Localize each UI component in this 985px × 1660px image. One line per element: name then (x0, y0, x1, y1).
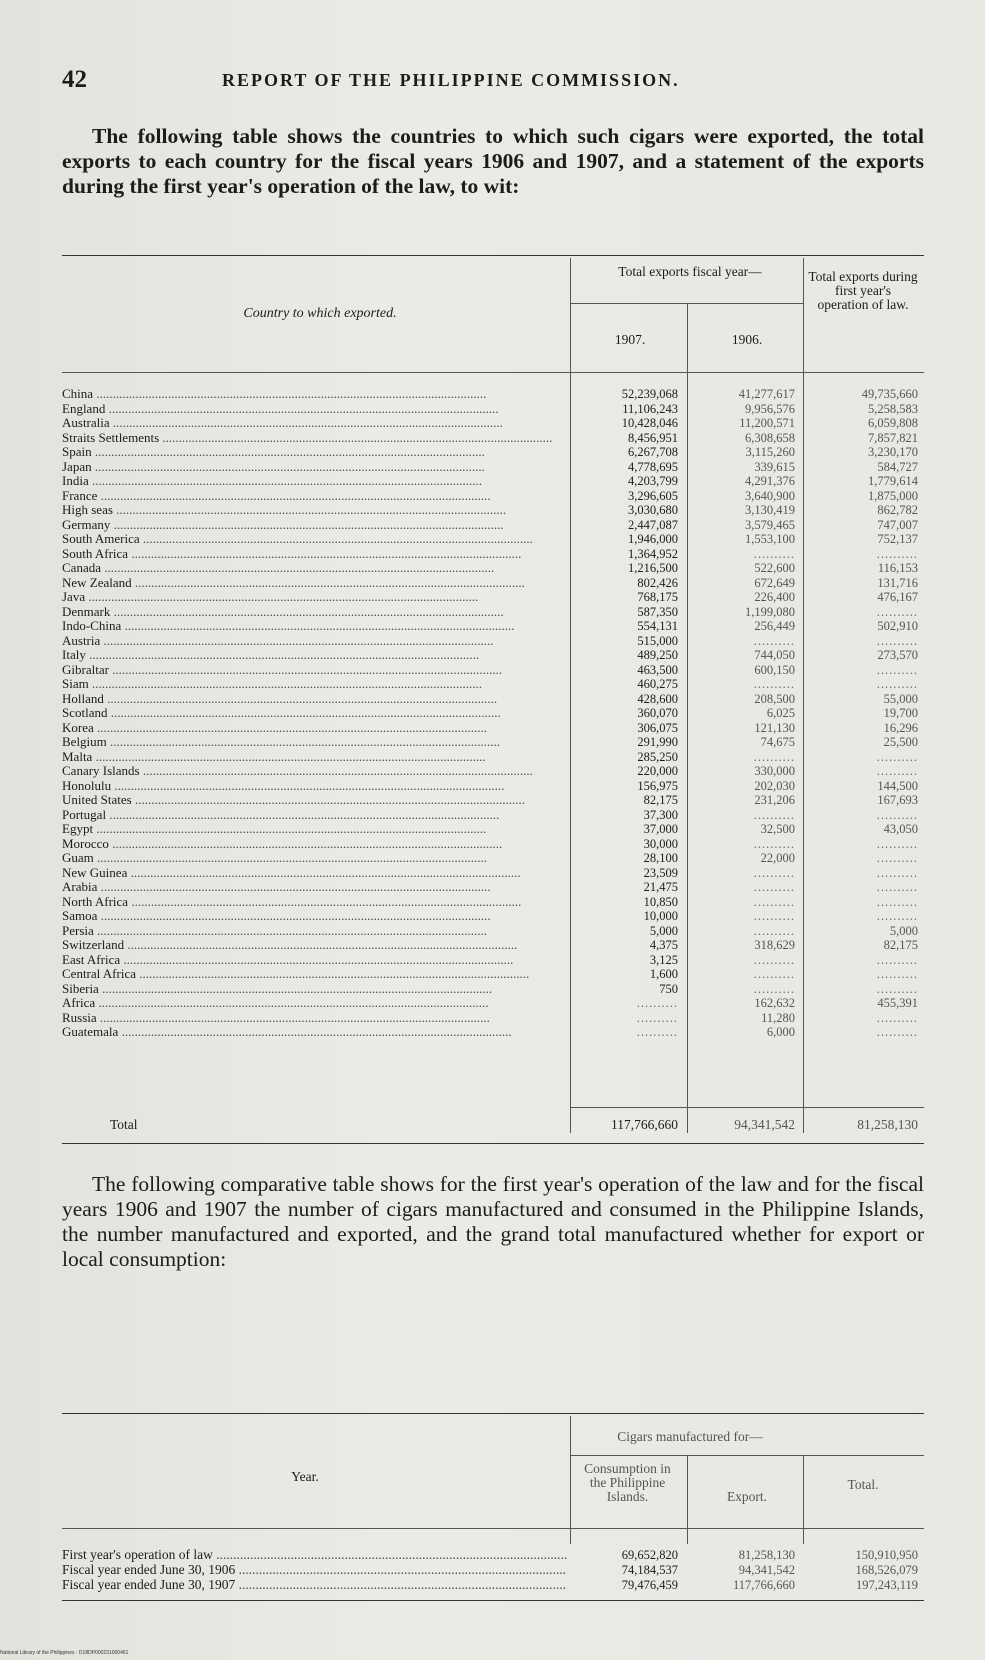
table2-bottom-rule (62, 1600, 924, 1601)
library-credit: National Library of the Philippines · D18DP000231000461 (0, 1650, 129, 1656)
country-name: Siam ..... (62, 677, 567, 692)
value-1906: 3,115,260 (745, 445, 795, 459)
value-1907: 6,267,708 (628, 445, 678, 459)
value-1906: 202,030 (754, 778, 795, 793)
value-1906: .......... (753, 677, 795, 691)
value-1907: 768,175 (637, 590, 678, 604)
table2-header-consumption: Consumption in the Philippine Islands. (584, 1461, 671, 1504)
value-first-year: 476,167 (877, 590, 918, 604)
country-name: New Guinea ..... (62, 866, 567, 881)
value-1907: 3,296,605 (628, 488, 678, 503)
country-name: Scotland ..... (62, 706, 567, 721)
country-name: Japan ..... (62, 460, 567, 475)
value-1907: .......... (636, 1010, 678, 1025)
country-name: England ..... (62, 402, 567, 417)
country-name: United States ..... (62, 793, 567, 808)
value-1907: 428,600 (637, 691, 678, 706)
country-name: Samoa ..... (62, 909, 567, 924)
value-first-year: 5,000 (889, 923, 918, 938)
value-1906: .......... (753, 952, 795, 967)
value-1906: 11,200,571 (739, 416, 795, 430)
value-1906: 4,291,376 (745, 474, 795, 488)
value-first-year: .......... (876, 865, 918, 880)
value-first-year: 6,059,808 (868, 416, 918, 430)
value-1906: 3,130,419 (745, 503, 795, 517)
table2-top-rule (62, 1413, 924, 1414)
value-1907: 2,447,087 (628, 517, 678, 532)
table2-header-total: Total. (847, 1477, 879, 1492)
country-name: Spain ..... (62, 445, 567, 460)
total-rule (570, 1107, 924, 1108)
value-1907: 52,239,068 (621, 387, 678, 401)
value-first-year: .......... (876, 749, 918, 764)
table2-total-value: 197,243,119 (855, 1578, 918, 1592)
table1-col-divider (687, 303, 688, 1133)
table2-header-rule (62, 1528, 924, 1529)
value-1906: 208,500 (754, 691, 795, 706)
total-label: Total (110, 1117, 138, 1132)
country-column (62, 387, 567, 1040)
value-1906: 744,050 (754, 648, 795, 662)
value-first-year: .......... (876, 764, 918, 778)
value-1907: .......... (636, 1025, 678, 1039)
total-1907: 117,766,660 (611, 1117, 678, 1132)
value-1906: 11,280 (761, 1010, 795, 1025)
country-name: New Zealand ..... (62, 576, 567, 591)
value-1906: .......... (753, 749, 795, 764)
value-1906: .......... (753, 865, 795, 880)
value-first-year: .......... (876, 909, 918, 923)
value-1907: 1,600 (649, 967, 678, 981)
value-1906: 74,675 (760, 735, 795, 749)
value-1907: 3,125 (649, 952, 678, 967)
value-1907: 4,375 (649, 938, 678, 952)
value-1907: 1,364,952 (628, 546, 678, 561)
value-1907: 515,000 (637, 633, 678, 648)
value-first-year: 144,500 (877, 778, 918, 793)
value-1907: 10,428,046 (621, 416, 678, 430)
header-total-exports-fiscal-year: Total exports fiscal year— (618, 264, 762, 279)
value-1906: 672,649 (754, 575, 795, 590)
country-name: Java ..... (62, 590, 567, 605)
country-name: Guam ..... (62, 851, 567, 866)
value-1906: 339,615 (754, 459, 795, 474)
value-1907: 10,850 (643, 894, 678, 909)
country-name: Persia ..... (62, 924, 567, 939)
value-1907: 489,250 (637, 648, 678, 662)
value-first-year: .......... (876, 662, 918, 677)
value-1906: 1,199,080 (745, 604, 795, 619)
country-name: Korea ..... (62, 721, 567, 736)
table2-col-divider (687, 1455, 688, 1544)
country-name: Russia ..... (62, 1011, 567, 1026)
value-first-year: 43,050 (883, 822, 918, 836)
value-1906: .......... (753, 894, 795, 909)
value-first-year: 16,296 (883, 720, 918, 735)
value-1906: 6,308,658 (745, 430, 795, 445)
country-name: Australia ..... (62, 416, 567, 431)
value-1906: 162,632 (754, 996, 795, 1010)
value-1906: 41,277,617 (738, 387, 795, 401)
value-1906: 600,150 (754, 662, 795, 677)
value-1906: .......... (753, 836, 795, 851)
country-name: Gibraltar ..... (62, 663, 567, 678)
value-1906: 318,629 (754, 938, 795, 952)
table2-consumption-value: 79,476,459 (621, 1578, 678, 1592)
value-1906: 231,206 (754, 793, 795, 807)
country-name: Morocco ..... (62, 837, 567, 852)
column-1906 (692, 387, 795, 1040)
value-1906: .......... (753, 633, 795, 648)
table2-consumption-value: 74,184,537 (621, 1563, 678, 1577)
value-first-year: 19,700 (883, 706, 918, 720)
country-name: France ..... (62, 489, 567, 504)
table2-header-group: Cigars manufactured for— (617, 1429, 763, 1444)
value-first-year: .......... (876, 1010, 918, 1025)
value-1907: 10,000 (643, 909, 678, 923)
value-1907: 11,106,243 (622, 401, 678, 416)
country-name: East Africa ..... (62, 953, 567, 968)
value-1906: 22,000 (760, 851, 795, 865)
value-1907: 30,000 (643, 836, 678, 851)
table2-export-value: 94,341,542 (738, 1563, 795, 1577)
value-1907: 285,250 (637, 749, 678, 764)
table2-total-column (808, 1548, 918, 1593)
value-1906: .......... (753, 923, 795, 938)
table2-export-column (692, 1548, 795, 1593)
running-head-title: REPORT OF THE PHILIPPINE COMMISSION. (222, 70, 680, 90)
value-1907: 156,975 (637, 778, 678, 793)
country-name: Canada ..... (62, 561, 567, 576)
value-1907: 4,778,695 (628, 459, 678, 474)
value-first-year: .......... (876, 880, 918, 894)
value-first-year: 82,175 (883, 938, 918, 952)
value-first-year: 25,500 (883, 735, 918, 749)
header-1907: 1907. (614, 332, 646, 347)
header-1906: 1906. (731, 332, 763, 347)
value-1906: 6,000 (766, 1025, 795, 1039)
header-first-year: Total exports during first year's operation of law. (808, 269, 918, 312)
value-first-year: .......... (876, 807, 918, 822)
value-1907: 306,075 (637, 720, 678, 735)
value-first-year: .......... (876, 546, 918, 561)
value-1906: 9,956,576 (745, 401, 795, 416)
value-1907: 802,426 (637, 575, 678, 590)
value-1907: 360,070 (637, 706, 678, 720)
value-1906: 32,500 (760, 822, 795, 836)
table2-year-label: First year's operation of law ..... (62, 1548, 567, 1563)
country-name: Central Africa ..... (62, 967, 567, 982)
country-name: North Africa ..... (62, 895, 567, 910)
value-first-year: .......... (876, 677, 918, 691)
value-first-year: 1,779,614 (868, 474, 918, 488)
table2-header-export: Export. (726, 1489, 768, 1504)
value-1906: 3,579,465 (745, 517, 795, 532)
table2-year-column (62, 1548, 567, 1593)
total-1906: 94,341,542 (734, 1117, 795, 1132)
value-1907: 8,456,951 (628, 430, 678, 445)
value-1906: 330,000 (754, 764, 795, 778)
country-name: Arabia ..... (62, 880, 567, 895)
value-first-year: 167,693 (877, 793, 918, 807)
value-first-year: 862,782 (877, 503, 918, 517)
value-1906: 522,600 (754, 561, 795, 575)
country-name: Austria ..... (62, 634, 567, 649)
value-first-year: .......... (876, 981, 918, 996)
table2-year-label: Fiscal year ended June 30, 1906 ..... (62, 1563, 567, 1578)
value-first-year: .......... (876, 952, 918, 967)
value-1906: .......... (753, 909, 795, 923)
column-first-year (808, 387, 918, 1040)
table2-total-value: 168,526,079 (855, 1563, 918, 1577)
value-first-year: 55,000 (883, 691, 918, 706)
value-first-year: 1,875,000 (868, 488, 918, 503)
running-head (62, 66, 925, 96)
table2-year-label: Fiscal year ended June 30, 1907 ..... (62, 1578, 567, 1593)
country-name: Germany ..... (62, 518, 567, 533)
page-number: 42 (62, 66, 87, 93)
value-first-year: 3,230,170 (868, 445, 918, 459)
table1-top-rule (62, 255, 924, 256)
table1-col-divider (803, 258, 804, 1133)
table2-col-divider (570, 1416, 571, 1544)
country-name: Italy ..... (62, 648, 567, 663)
table1-col-divider (570, 258, 571, 1133)
value-1906: 226,400 (754, 590, 795, 604)
table2-group-rule (570, 1455, 924, 1456)
value-first-year: .......... (876, 633, 918, 648)
country-name: South Africa ..... (62, 547, 567, 562)
value-1907: 587,350 (637, 604, 678, 619)
table2-header-year: Year. (291, 1469, 319, 1484)
table2-col-divider (803, 1455, 804, 1544)
country-name: Egypt ..... (62, 822, 567, 837)
country-name: Straits Settlements ..... (62, 431, 567, 446)
value-1907: 220,000 (637, 764, 678, 778)
value-first-year: .......... (876, 894, 918, 909)
value-first-year: .......... (876, 967, 918, 981)
country-name: Malta ..... (62, 750, 567, 765)
value-1907: 463,500 (637, 662, 678, 677)
value-first-year: 5,258,583 (868, 401, 918, 416)
value-1907: 291,990 (637, 735, 678, 749)
country-name: Switzerland ..... (62, 938, 567, 953)
country-name: Africa ..... (62, 996, 567, 1011)
value-1907: 5,000 (649, 923, 678, 938)
value-first-year: .......... (876, 1025, 918, 1039)
value-1907: 37,000 (643, 822, 678, 836)
country-name: South America ..... (62, 532, 567, 547)
country-name: Portugal ..... (62, 808, 567, 823)
table2-consumption-column (575, 1548, 678, 1593)
value-1906: .......... (753, 546, 795, 561)
country-name: China ..... (62, 387, 567, 402)
value-first-year: 273,570 (877, 648, 918, 662)
value-first-year: .......... (876, 604, 918, 619)
value-1907: 37,300 (643, 807, 678, 822)
value-first-year: 49,735,660 (861, 387, 918, 401)
value-1906: 3,640,900 (745, 488, 795, 503)
table1-header-rule (62, 372, 924, 373)
country-name: High seas ..... (62, 503, 567, 518)
total-first-year: 81,258,130 (857, 1117, 918, 1132)
value-1906: 6,025 (766, 706, 795, 720)
intro-paragraph: The following table shows the countries to which such cigars were exported, the total exports to each country for the fiscal years 1906 and 1907, and a statement of the exports during the first year's operation of the law, to wit: (62, 124, 924, 198)
table1-bottom-rule (62, 1143, 924, 1144)
value-1907: 460,275 (637, 677, 678, 691)
value-1907: 21,475 (643, 880, 678, 894)
header-country: Country to which exported. (243, 306, 397, 321)
value-1906: .......... (753, 880, 795, 894)
column-1907 (575, 387, 678, 1040)
value-1907: 28,100 (643, 851, 678, 865)
value-first-year: 116,153 (877, 561, 918, 575)
value-first-year: 7,857,821 (868, 430, 918, 445)
value-1906: .......... (753, 967, 795, 981)
value-first-year: 752,137 (877, 532, 918, 546)
value-first-year: 455,391 (877, 996, 918, 1010)
value-1907: .......... (636, 996, 678, 1010)
value-1907: 4,203,799 (628, 474, 678, 488)
table2-export-value: 117,766,660 (732, 1578, 795, 1592)
value-1906: .......... (753, 981, 795, 996)
value-1907: 3,030,680 (628, 503, 678, 517)
value-1907: 554,131 (637, 619, 678, 633)
value-first-year: 584,727 (877, 459, 918, 474)
value-1906: 121,130 (754, 720, 795, 735)
country-name: Holland ..... (62, 692, 567, 707)
value-1907: 23,509 (643, 865, 678, 880)
country-name: Denmark ..... (62, 605, 567, 620)
value-1907: 1,946,000 (628, 532, 678, 546)
value-first-year: 747,007 (877, 517, 918, 532)
value-1906: .......... (753, 807, 795, 822)
country-name: Guatemala ..... (62, 1025, 567, 1040)
value-1906: 256,449 (754, 619, 795, 633)
value-1906: 1,553,100 (745, 532, 795, 546)
value-1907: 82,175 (643, 793, 678, 807)
table1-group-rule (570, 303, 803, 304)
value-first-year: 131,716 (877, 575, 918, 590)
value-1907: 750 (659, 981, 678, 996)
value-first-year: 502,910 (877, 619, 918, 633)
country-name: India ..... (62, 474, 567, 489)
country-name: Belgium ..... (62, 735, 567, 750)
table2-consumption-value: 69,652,820 (621, 1548, 678, 1562)
country-name: Indo-China ..... (62, 619, 567, 634)
value-1907: 1,216,500 (628, 561, 678, 575)
country-name: Honolulu ..... (62, 779, 567, 794)
value-first-year: .......... (876, 851, 918, 865)
value-first-year: .......... (876, 836, 918, 851)
second-paragraph: The following comparative table shows for the first year's operation of the law and for the fiscal years 1906 and 1907 the number of cigars manufactured and consumed in the Philippine Islands, the number manufactured and exported, and the grand total manufactured whether for export or local consumption: (62, 1172, 924, 1271)
table2-total-value: 150,910,950 (855, 1548, 918, 1562)
table2-export-value: 81,258,130 (738, 1548, 795, 1562)
country-name: Siberia ..... (62, 982, 567, 997)
country-name: Canary Islands ..... (62, 764, 567, 779)
